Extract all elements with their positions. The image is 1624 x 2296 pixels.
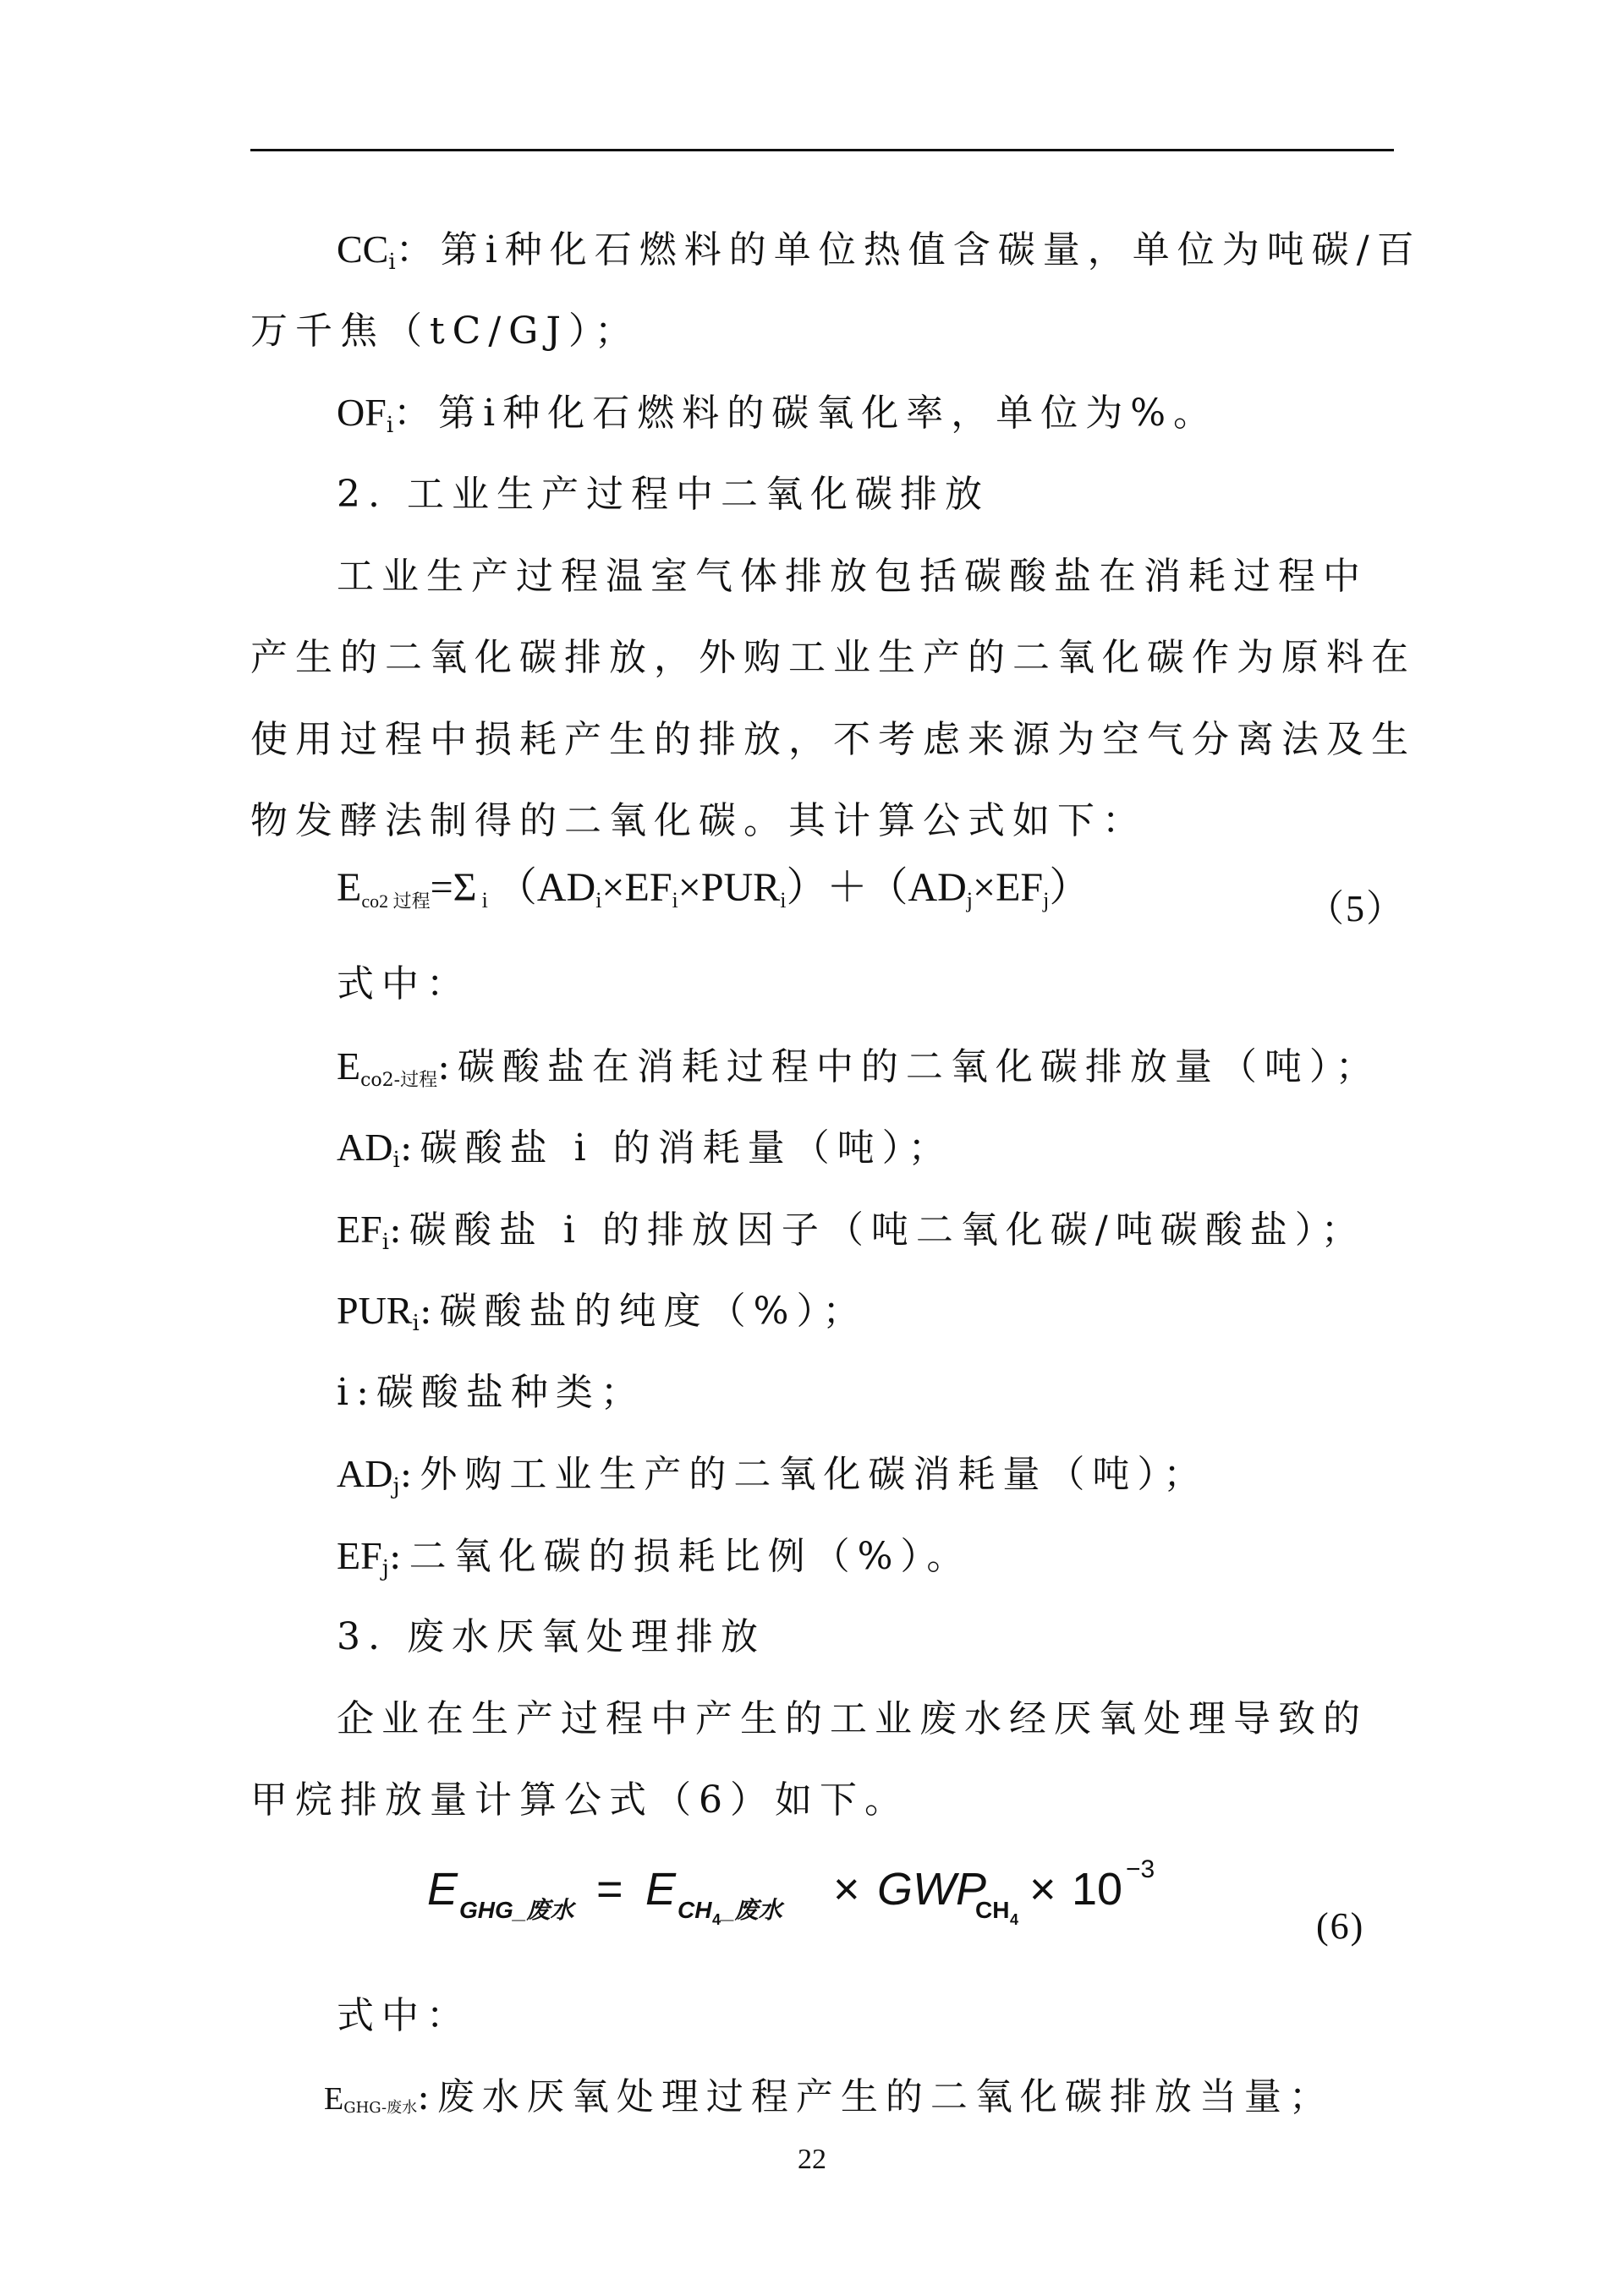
formula-6-ten: 10	[1072, 1864, 1123, 1915]
paragraph-1-line-3: 使用过程中损耗产生的排放，不考虑来源为空气分离法及生	[250, 718, 1416, 761]
paragraph-2-line-2: 甲烷排放量计算公式（6）如下。	[250, 1778, 909, 1822]
formula-6-e2-sub: CH	[678, 1897, 712, 1923]
formula-6-e2-sub2: _废水	[721, 1897, 782, 1923]
page-number: 22	[798, 2144, 826, 2175]
paragraph-2-line-1: 企业在生产过程中产生的工业废水经厌氧处理导致的	[337, 1697, 1368, 1740]
formula-6-times-1: ×	[833, 1864, 860, 1915]
definition-efj: $EF_j$:二氧化碳的损耗比例（%）。	[337, 1534, 972, 1581]
definition-adi: $AD_i$:碳酸盐 i 的消耗量（吨）；	[337, 1126, 953, 1173]
section-heading-2: 2. 工业生产过程中二氧化碳排放	[337, 473, 990, 516]
equation-number-5: （5）	[1307, 888, 1405, 929]
formula-6-e2-sub4: 4	[712, 1911, 721, 1928]
formula-6-gwp-sub4: 4	[1010, 1911, 1019, 1928]
formula-6-e2: E	[645, 1864, 677, 1915]
section-heading-3: 3. 废水厌氧处理排放	[337, 1615, 765, 1658]
paragraph-1-line-2: 产生的二氧化碳排放，外购工业生产的二氧化碳作为原料在	[250, 636, 1416, 679]
definition-cc-cont: 万千焦（tC/GJ）；	[250, 310, 639, 353]
formula-6-gwp-sub: CH	[975, 1897, 1010, 1923]
definition-i: i:碳酸盐种类；	[337, 1371, 645, 1414]
definition-cc: $CC_i$：第i种化石燃料的单位热值含碳量，单位为吨碳/百	[337, 227, 1422, 275]
formula-6-e1: E	[427, 1864, 458, 1915]
where-label-2: 式中：	[337, 1994, 471, 2037]
definition-of: $OF_i$：第i种化石燃料的碳氧化率，单位为%。	[337, 391, 1219, 438]
formula-6	[427, 1844, 1188, 1937]
where-label-1: 式中：	[337, 962, 471, 1006]
formula-5: Eco2 过程=Σ $_i$ $(AD_i\times EF_i\times PUR_i)+(AD_j\times EF_j)$	[337, 865, 1090, 912]
definition-efi: $EF_i$:碳酸盐 i 的排放因子（吨二氧化碳/吨碳酸盐）；	[337, 1208, 1366, 1255]
definition-puri: $PUR_i$:碳酸盐的纯度（%）；	[337, 1289, 868, 1336]
paragraph-1-line-1: 工业生产过程温室气体排放包括碳酸盐在消耗过程中	[337, 555, 1368, 598]
header-rule	[250, 149, 1394, 151]
formula-6-gwp: GWP	[877, 1864, 986, 1915]
equation-number-6: (6)	[1316, 1905, 1365, 1947]
formula-6-times-2: ×	[1029, 1864, 1056, 1915]
formula-6-equals: =	[596, 1864, 623, 1915]
definition-adj: $AD_j$:外购工业生产的二氧化碳消耗量（吨）；	[337, 1452, 1209, 1499]
definition-eco2: Eco2-过程:碳酸盐在消耗过程中的二氧化碳排放量（吨）；	[337, 1044, 1380, 1091]
formula-6-exponent: −3	[1126, 1855, 1155, 1883]
paragraph-1-line-4: 物发酵法制得的二氧化碳。其计算公式如下：	[250, 799, 1147, 842]
formula-6-e1-sub: GHG_废水	[459, 1897, 574, 1923]
definition-eghg: EGHG-废水:废水厌氧处理过程产生的二氧化碳排放当量；	[324, 2075, 1334, 2118]
